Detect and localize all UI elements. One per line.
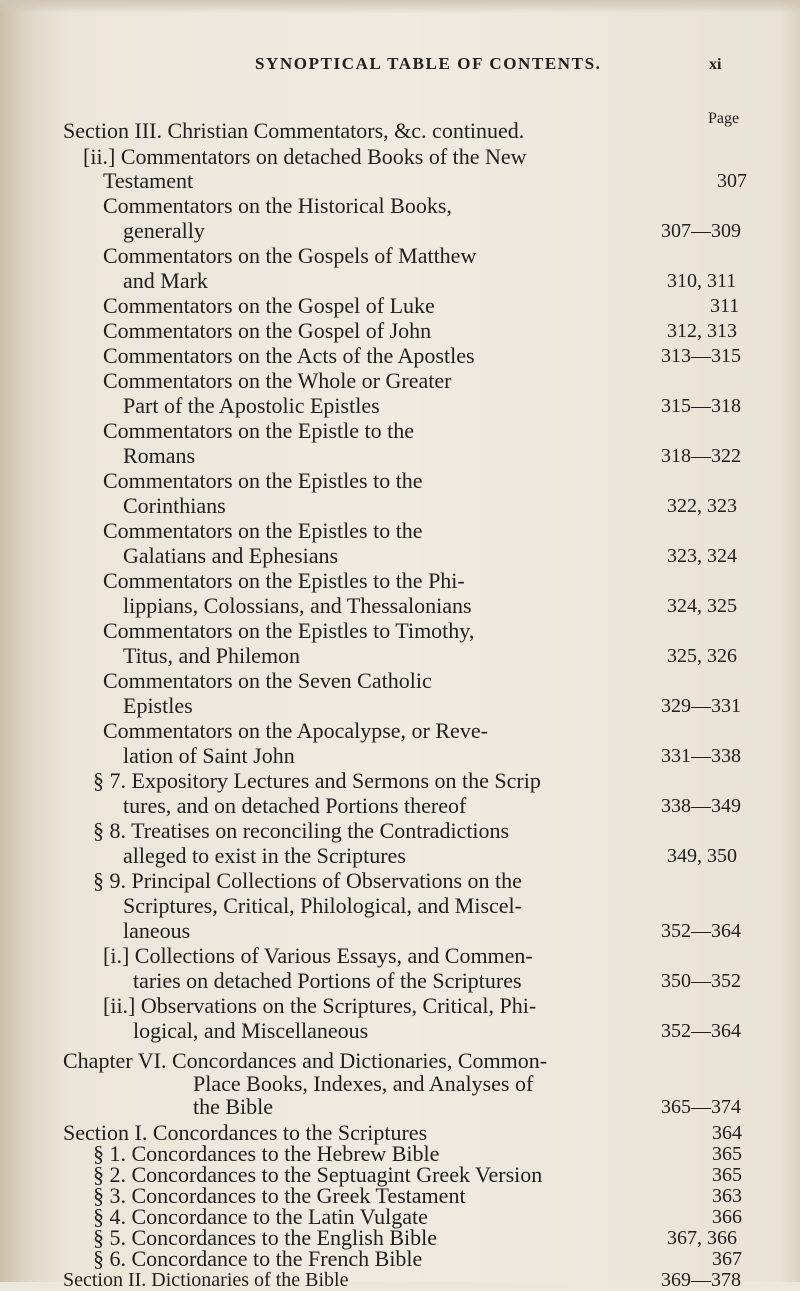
toc-entry-text: § 6. Concordance to the French Bible: [93, 1246, 423, 1271]
toc-entry-text: Commentators on the Epistles to the: [103, 468, 423, 493]
toc-entry-page: 310, 311: [667, 270, 737, 292]
toc-entry-page: 311: [710, 295, 740, 317]
toc-entry-text: Corinthians: [123, 493, 226, 518]
toc-entry-text: [ii.] Observations on the Scriptures, Critical, Phi-: [103, 993, 537, 1018]
toc-entry-page: 318—322: [661, 445, 741, 467]
toc-entry-page: 331—338: [661, 745, 741, 767]
toc-entry-text: Epistles: [123, 693, 193, 718]
toc-entry-page: 325, 326: [667, 645, 737, 667]
toc-entry-page: 329—331: [661, 695, 741, 717]
toc-entry-page: 365—374: [661, 1096, 741, 1118]
toc-entry-page: 313—315: [661, 345, 741, 367]
toc-entry-text: tures, and on detached Portions thereof: [123, 793, 467, 818]
toc-entry-page: 365: [712, 1143, 742, 1165]
toc-entry-text: Commentators on the Historical Books,: [103, 193, 452, 218]
toc-entry-text: logical, and Miscellaneous: [133, 1018, 369, 1043]
toc-entry-text: Part of the Apostolic Epistles: [123, 393, 380, 418]
toc-entry-page: 323, 324: [667, 545, 737, 567]
toc-entry-text: [ii.] Commentators on detached Books of the New: [83, 144, 527, 169]
toc-entry-text: Commentators on the Epistles to the Phi-: [103, 568, 465, 593]
toc-entry-text: Scriptures, Critical, Philological, and Miscel-: [123, 893, 522, 918]
page-column-label: Page: [708, 110, 740, 127]
toc-entry-text: Commentators on the Gospel of John: [103, 318, 432, 343]
toc-entry-text: § 1. Concordances to the Hebrew Bible: [93, 1141, 440, 1166]
toc-entry-text: Titus, and Philemon: [123, 643, 301, 668]
toc-entry-text: § 5. Concordances to the English Bible: [93, 1225, 437, 1250]
toc-entry-page: 352—364: [661, 1020, 741, 1042]
toc-entry-text: the Bible: [193, 1094, 274, 1119]
toc-entry-page: 365: [712, 1164, 742, 1186]
toc-entry-page: 363: [712, 1185, 742, 1207]
section-heading: Section II. Dictionaries of the Bible: [63, 1269, 349, 1291]
toc-entry-page: 324, 325: [667, 595, 737, 617]
page-gutter-shadow: [0, 0, 38, 1282]
toc-entry-text: Commentators on the Seven Catholic: [103, 668, 432, 693]
toc-entry-page: 307—309: [661, 220, 741, 242]
toc-entry-page: 350—352: [661, 970, 741, 992]
toc-entry-page: 366: [712, 1206, 742, 1228]
toc-entry-text: Commentators on the Gospel of Luke: [103, 293, 435, 318]
toc-entry-text: § 8. Treatises on reconciling the Contradictions: [93, 818, 510, 843]
running-head: SYNOPTICAL TABLE OF CONTENTS.: [255, 54, 602, 73]
section-heading: Section I. Concordances to the Scriptures: [63, 1120, 428, 1145]
toc-entry-text: lation of Saint John: [123, 743, 295, 768]
folio-number: xi: [709, 56, 722, 73]
toc-entry-page: 364: [712, 1122, 742, 1144]
page-top-shadow: [0, 0, 800, 14]
chapter-heading: Chapter VI. Concordances and Dictionaries, Common-: [63, 1048, 548, 1073]
toc-entry-text: Commentators on the Gospels of Matthew: [103, 243, 477, 268]
toc-entry-text: Place Books, Indexes, and Analyses of: [193, 1071, 534, 1096]
toc-entry-text: § 3. Concordances to the Greek Testament: [93, 1183, 466, 1208]
toc-entry-page: 349, 350: [667, 845, 737, 867]
toc-entry-text: § 4. Concordance to the Latin Vulgate: [93, 1204, 428, 1229]
toc-entry-text: and Mark: [123, 268, 208, 293]
toc-entry-text: lippians, Colossians, and Thessalonians: [123, 593, 472, 618]
toc-entry-text: taries on detached Portions of the Scriptures: [133, 968, 522, 993]
toc-entry-page: 322, 323: [667, 495, 737, 517]
toc-entry-text: generally: [123, 218, 205, 243]
toc-entry-text: Commentators on the Acts of the Apostles: [103, 343, 475, 368]
toc-entry-text: § 2. Concordances to the Septuagint Greek Version: [93, 1162, 543, 1187]
toc-entry-text: [i.] Collections of Various Essays, and Commen-: [103, 943, 533, 968]
toc-entry-page: 367: [712, 1248, 742, 1270]
toc-entry-page: 352—364: [661, 920, 741, 942]
toc-entry-page: 367, 366: [667, 1227, 737, 1249]
toc-entry-text: Galatians and Ephesians: [123, 543, 339, 568]
toc-entry-text: Commentators on the Whole or Greater: [103, 368, 452, 393]
toc-entry-text: § 9. Principal Collections of Observations on the: [93, 868, 522, 893]
toc-entry-text: alleged to exist in the Scriptures: [123, 843, 406, 868]
toc-entry-text: Commentators on the Epistles to Timothy,: [103, 618, 475, 643]
toc-entry-page: 315—318: [661, 395, 741, 417]
toc-entry-page: 338—349: [661, 795, 741, 817]
toc-entry-page: 312, 313: [667, 320, 737, 342]
toc-entry-text: laneous: [123, 918, 191, 943]
toc-entry-text: Romans: [123, 443, 196, 468]
toc-entry-page: 369—378: [661, 1269, 741, 1291]
section-heading: Section III. Christian Commentators, &c. continued.: [63, 118, 525, 143]
toc-entry-text: Testament: [103, 168, 194, 193]
toc-entry-text: Commentators on the Epistles to the: [103, 518, 423, 543]
toc-entry-text: § 7. Expository Lectures and Sermons on the Scrip: [93, 768, 541, 793]
toc-entry-page: 307: [717, 170, 747, 192]
toc-entry-text: Commentators on the Apocalypse, or Reve-: [103, 718, 488, 743]
toc-entry-text: Commentators on the Epistle to the: [103, 418, 415, 443]
